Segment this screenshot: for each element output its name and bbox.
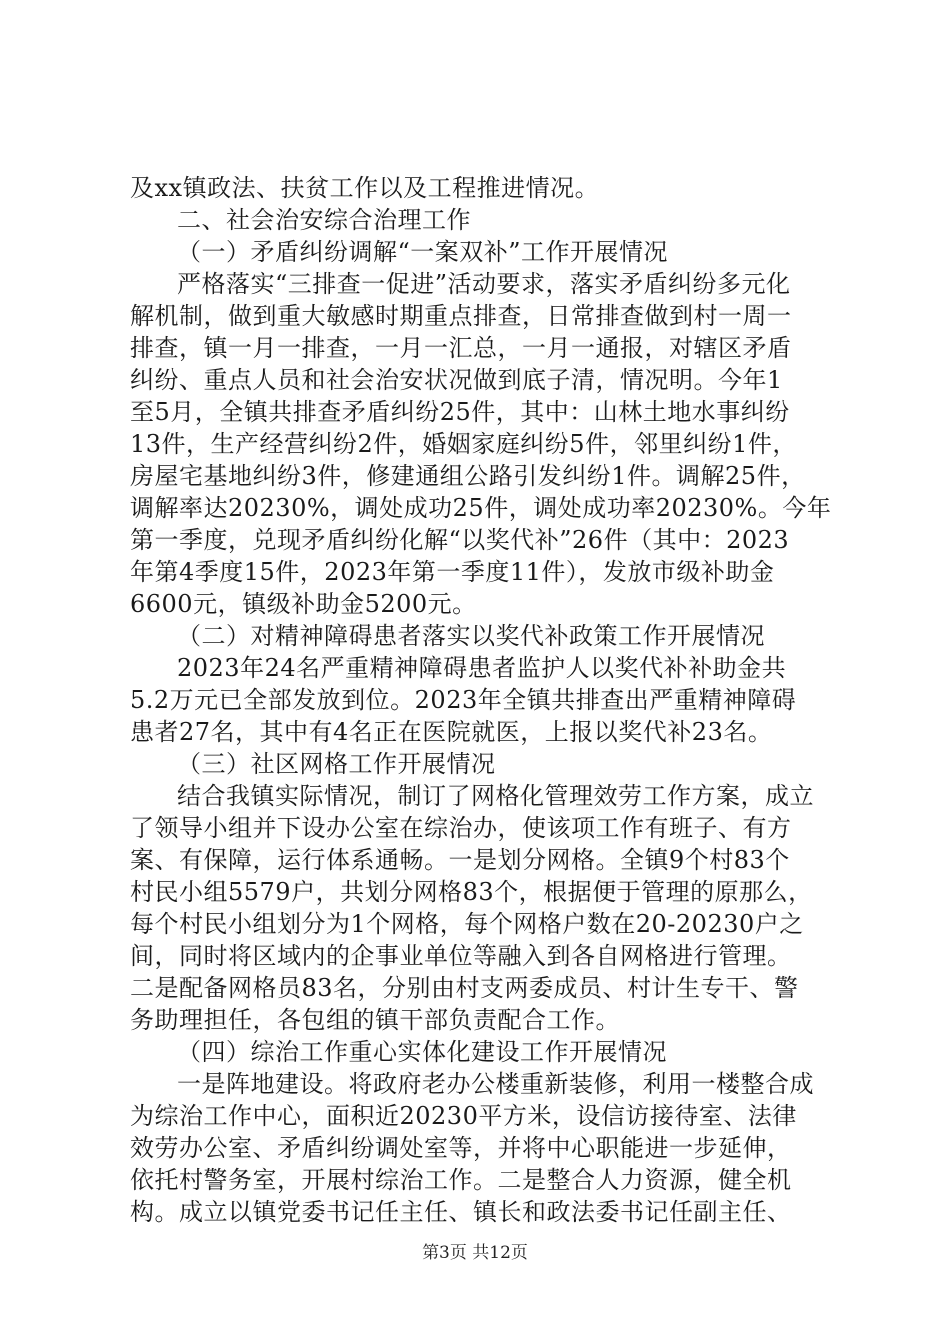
text-line: 患者27名，其中有4名正在医院就医，上报以奖代补23名。: [130, 718, 773, 746]
subsection-heading: （二）对精神障碍患者落实以奖代补政策工作开展情况: [177, 622, 765, 650]
text-line: 及xx镇政法、扶贫工作以及工程推进情况。: [130, 174, 600, 202]
text-line: 2023年24名严重精神障碍患者监护人以奖代补补助金共: [177, 654, 787, 682]
text-line: 6600元，镇级补助金5200元。: [130, 590, 477, 618]
page-number-footer: 第3页 共12页: [422, 1243, 528, 1263]
text-line: 年第4季度15件，2023年第一季度11件），发放市级补助金: [130, 558, 775, 586]
subsection-heading: （四）综治工作重心实体化建设工作开展情况: [177, 1038, 667, 1066]
text-line: 为综治工作中心，面积近20230平方米，设信访接待室、法律: [130, 1102, 797, 1130]
text-line: 至5月，全镇共排查矛盾纠纷25件，其中：山林土地水事纠纷: [130, 398, 790, 426]
text-line: 依托村警务室，开展村综治工作。二是整合人力资源，健全机: [130, 1166, 792, 1194]
text-line: 严格落实“三排查一促进”活动要求，落实矛盾纠纷多元化: [177, 270, 791, 298]
text-line: 房屋宅基地纠纷3件，修建通组公路引发纠纷1件。调解25件，: [130, 462, 806, 490]
text-line: 解机制，做到重大敏感时期重点排查，日常排查做到村一周一: [130, 302, 792, 330]
text-line: 构。成立以镇党委书记任主任、镇长和政法委书记任副主任、: [130, 1198, 792, 1226]
text-line: 务助理担任，各包组的镇干部负责配合工作。: [130, 1006, 620, 1034]
text-line: 结合我镇实际情况，制订了网格化管理效劳工作方案，成立: [177, 782, 814, 810]
text-line: 排查，镇一月一排查，一月一汇总，一月一通报，对辖区矛盾: [130, 334, 792, 362]
subsection-heading: （三）社区网格工作开展情况: [177, 750, 496, 778]
text-line: 二是配备网格员83名，分别由村支两委成员、村计生专干、警: [130, 974, 799, 1002]
text-line: 了领导小组并下设办公室在综治办，使该项工作有班子、有方: [130, 814, 792, 842]
text-line: 纠纷、重点人员和社会治安状况做到底子清，情况明。今年1: [130, 366, 783, 394]
text-line: 间，同时将区域内的企事业单位等融入到各自网格进行管理。: [130, 942, 792, 970]
text-line: 效劳办公室、矛盾纠纷调处室等，并将中心职能进一步延伸，: [130, 1134, 792, 1162]
text-line: 5.2万元已全部发放到位。2023年全镇共排查出严重精神障碍: [130, 686, 797, 714]
text-line: 13件，生产经营纠纷2件，婚姻家庭纠纷5件，邻里纠纷1件，: [130, 430, 797, 458]
text-line: 村民小组5579户，共划分网格83个，根据便于管理的原那么，: [130, 878, 813, 906]
text-line: 每个村民小组划分为1个网格，每个网格户数在20-20230户之: [130, 910, 804, 938]
subsection-heading: （一）矛盾纠纷调解“一案双补”工作开展情况: [177, 238, 669, 266]
text-line: 调解率达20230%，调处成功25件，调处成功率20230%。今年: [130, 494, 832, 522]
section-heading: 二、社会治安综合治理工作: [177, 206, 471, 234]
text-line: 案、有保障，运行体系通畅。一是划分网格。全镇9个村83个: [130, 846, 790, 874]
text-line: 一是阵地建设。将政府老办公楼重新装修，利用一楼整合成: [177, 1070, 814, 1098]
text-line: 第一季度，兑现矛盾纠纷化解“以奖代补”26件（其中：2023: [130, 526, 790, 554]
